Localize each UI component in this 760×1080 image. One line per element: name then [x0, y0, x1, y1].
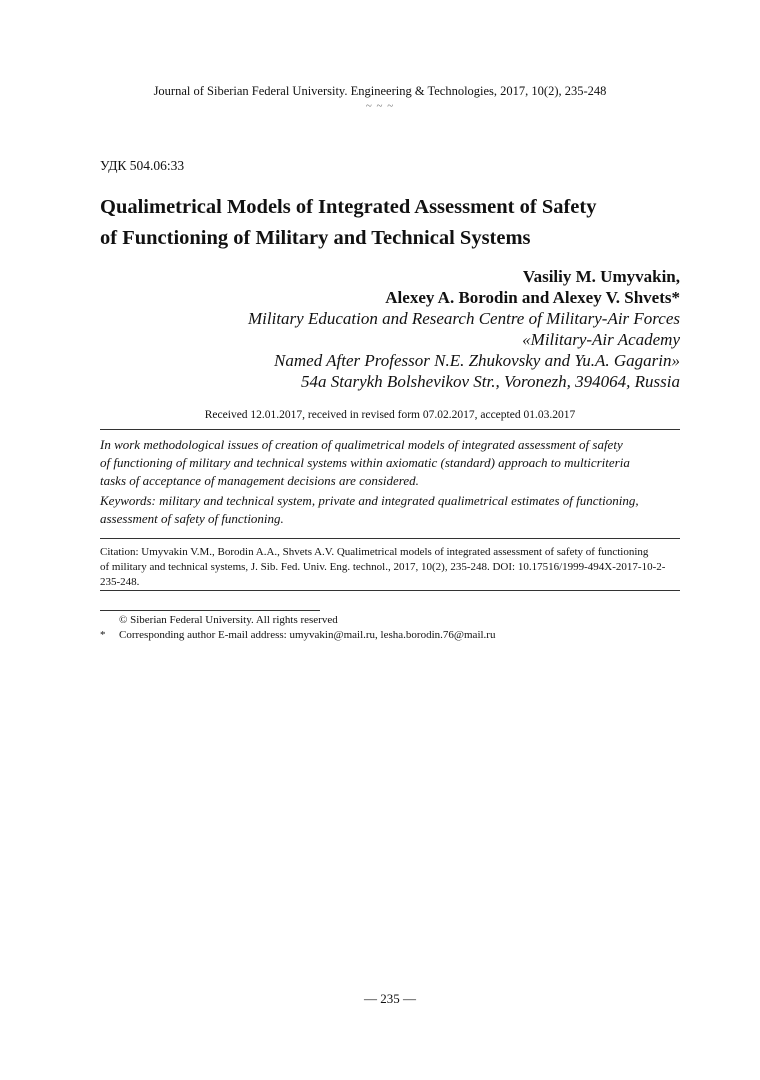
authors	[385, 266, 680, 308]
authors-line-1: Vasiliy M. Umyvakin,	[522, 267, 680, 286]
abstract-line-3: tasks of acceptance of management decisions are considered.	[100, 473, 419, 488]
authors-line-2: Alexey A. Borodin and Alexey V. Shvets*	[385, 288, 680, 307]
corresponding-author-footnote	[100, 629, 495, 641]
abstract-top-rule	[100, 429, 680, 430]
keywords	[100, 492, 680, 528]
affiliation-line-1: Military Education and Research Centre of Military-Air Forces	[248, 309, 680, 328]
paper-title	[100, 192, 680, 254]
page-number: — 235 —	[364, 991, 416, 1006]
journal-header: Journal of Siberian Federal University. Engineering & Technologies, 2017, 10(2), 235-248	[153, 84, 607, 98]
citation-line-2: of military and technical systems, J. Sib. Fed. Univ. Eng. technol., 2017, 10(2), 235-248. DOI: 10.17516/1999-494X-2017-10-2-	[100, 561, 666, 573]
affiliation	[248, 308, 680, 392]
citation	[100, 545, 680, 590]
udk-code: УДК 504.06:33	[100, 158, 185, 173]
abstract-line-2: of functioning of military and technical systems within axiomatic (standard) approach to multicriteria	[100, 455, 630, 470]
abstract	[100, 436, 680, 490]
title-line-1: Qualimetrical Models of Integrated Assessment of Safety	[100, 196, 597, 218]
keywords-line-2: assessment of safety of functioning.	[100, 511, 284, 526]
abstract-line-1: In work methodological issues of creation of qualimetrical models of integrated assessment of safety	[100, 437, 623, 452]
received-dates: Received 12.01.2017, received in revised form 07.02.2017, accepted 01.03.2017	[204, 409, 576, 421]
title-line-2: of Functioning of Military and Technical Systems	[100, 227, 531, 249]
header-ornament: ~ ~ ~	[365, 100, 395, 112]
citation-bottom-rule	[100, 590, 680, 591]
citation-line-3: 235-248.	[100, 576, 140, 588]
keywords-line-1: Keywords: military and technical system, private and integrated qualimetrical estimates of functioning,	[100, 493, 639, 508]
copyright-footnote: © Siberian Federal University. All rights reserved	[119, 614, 338, 626]
footnote-asterisk: *	[100, 629, 106, 641]
citation-line-1: Citation: Umyvakin V.M., Borodin A.A., Shvets A.V. Qualimetrical models of integrated assessment of safety of functioning	[100, 546, 649, 558]
affiliation-line-2: «Military-Air Academy	[522, 330, 680, 349]
footnote-rule	[100, 610, 320, 611]
affiliation-line-4: 54a Starykh Bolshevikov Str., Voronezh, 394064, Russia	[301, 372, 680, 391]
corresponding-author-text: Corresponding author E-mail address: umyvakin@mail.ru, lesha.borodin.76@mail.ru	[119, 629, 496, 641]
affiliation-line-3: Named After Professor N.E. Zhukovsky and Yu.A. Gagarin»	[274, 351, 680, 370]
citation-top-rule	[100, 538, 680, 539]
